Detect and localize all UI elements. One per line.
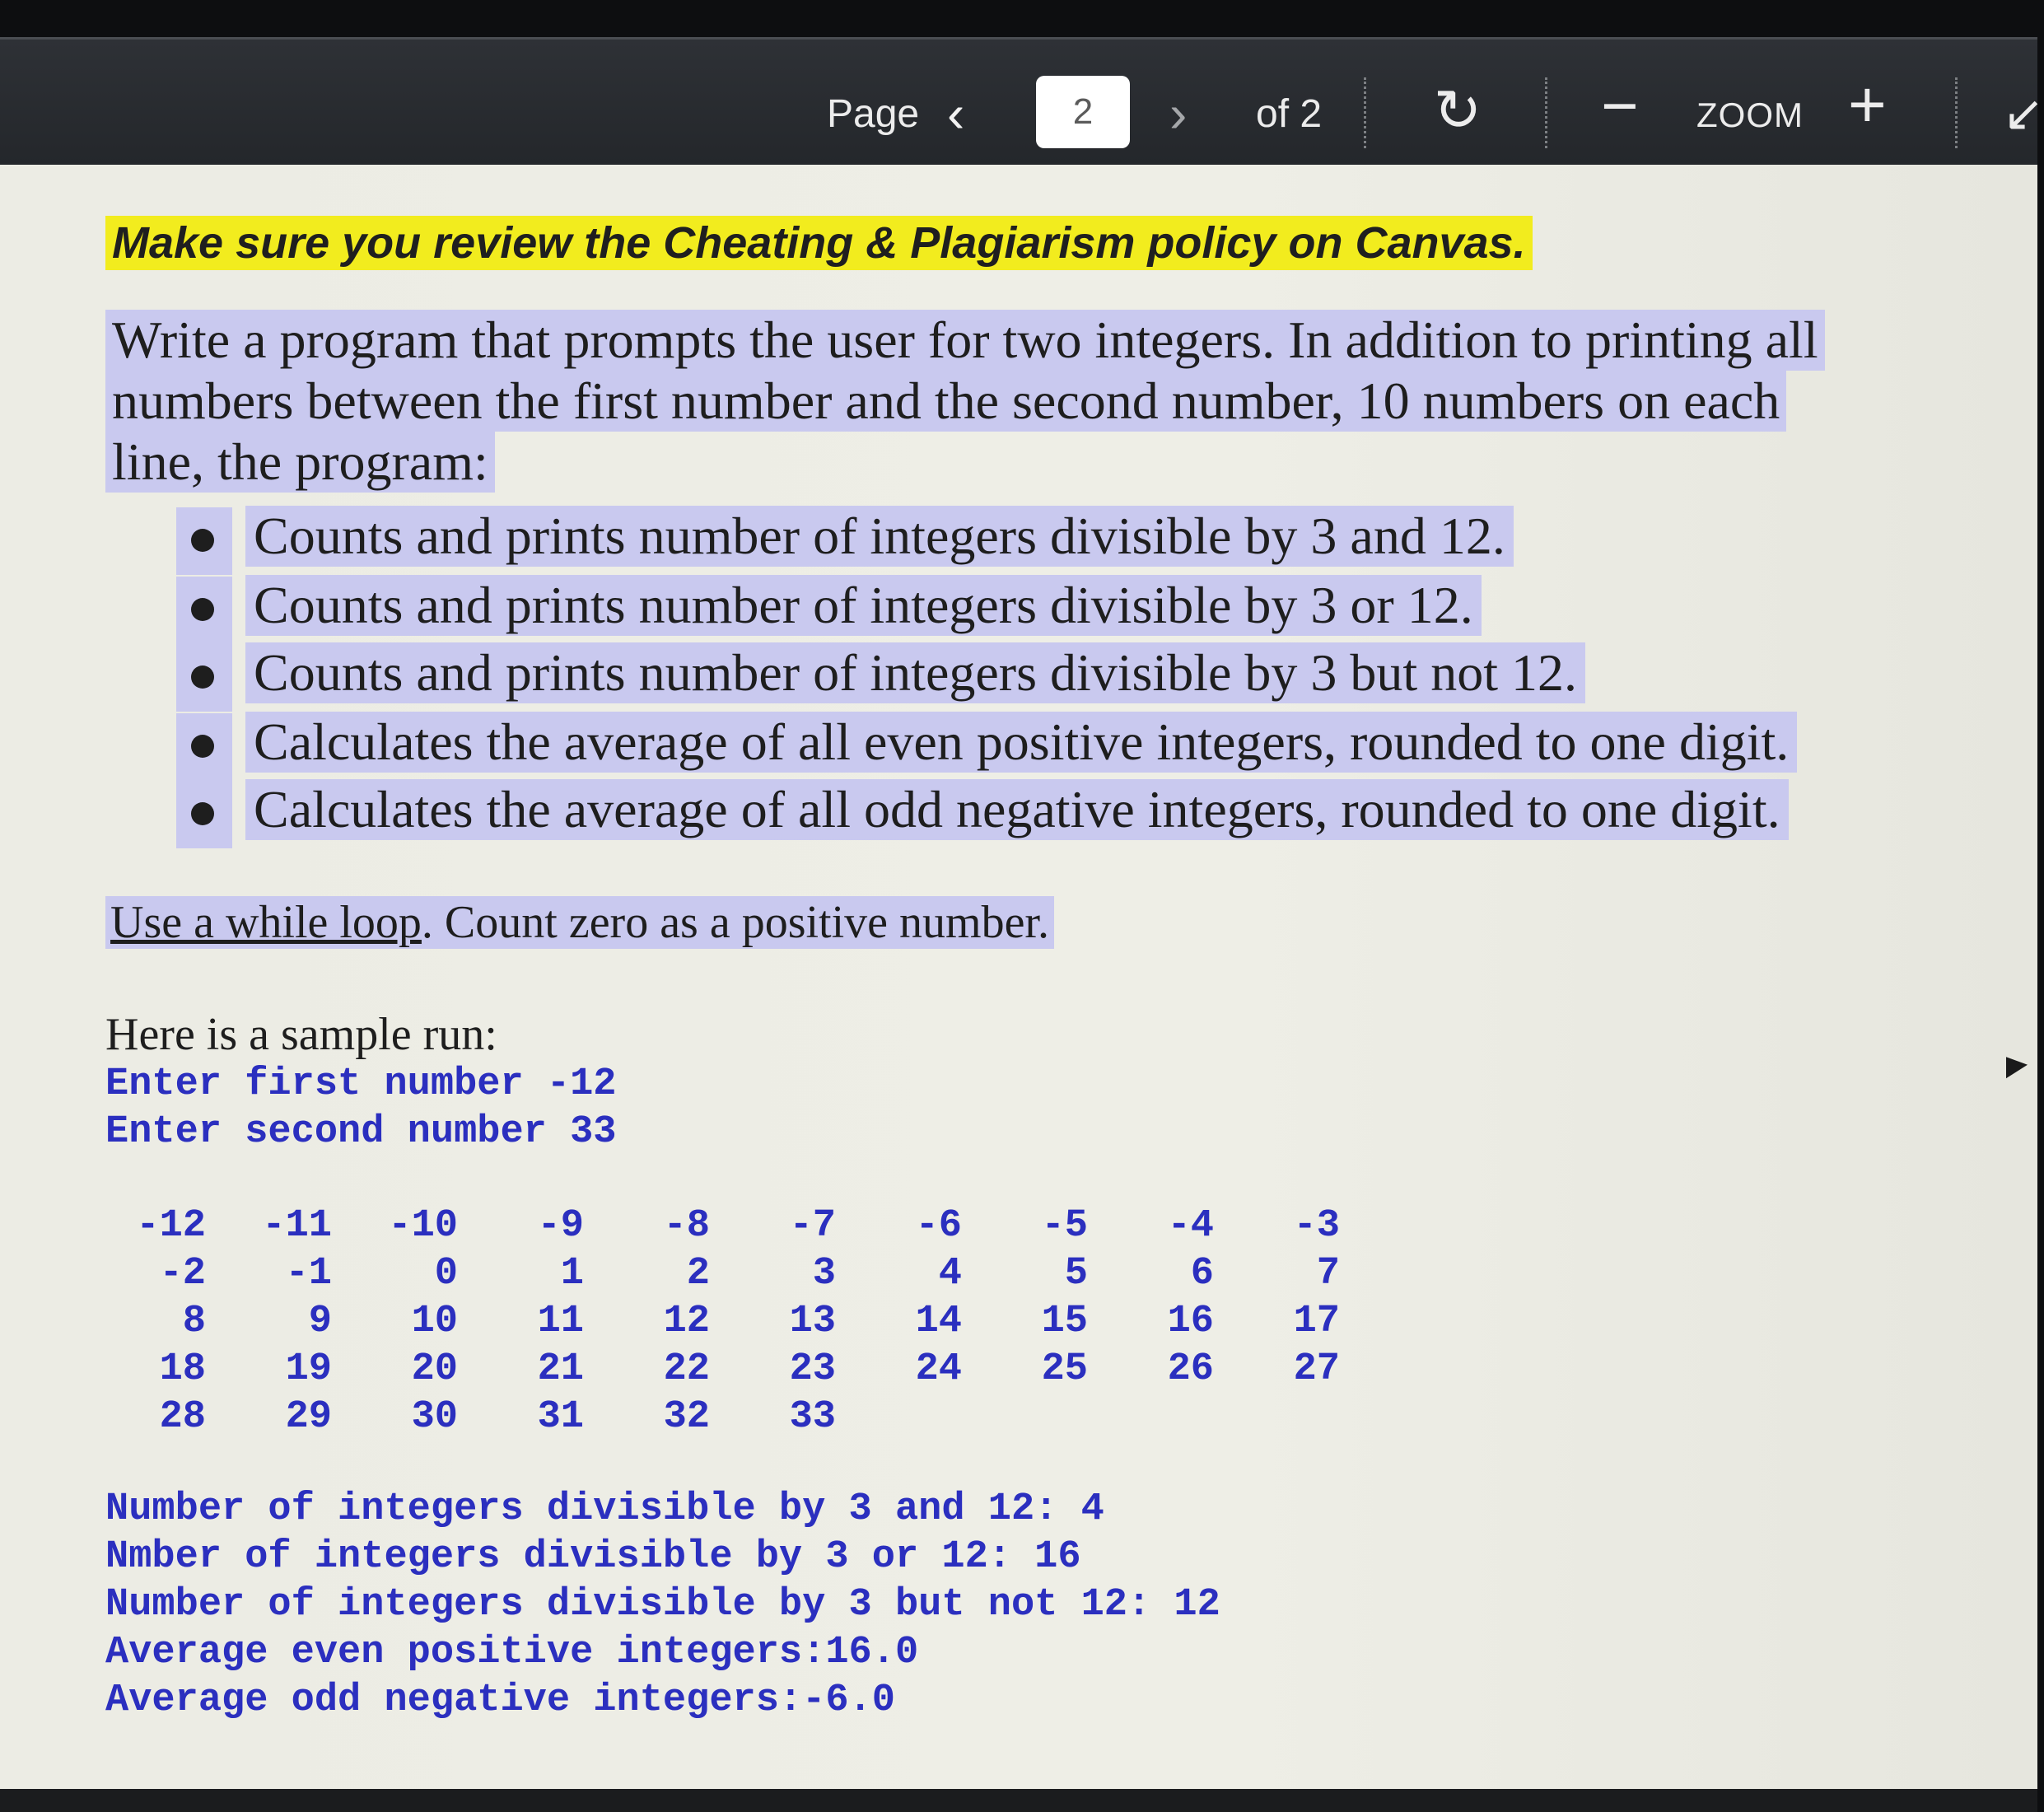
chevron-left-icon: ‹ [947,84,965,143]
number-cell: 5 [1064,1252,1088,1296]
number-cell: 13 [789,1300,836,1343]
number-cell: -3 [1293,1204,1340,1248]
number-cell: 31 [537,1395,584,1439]
bottom-edge [0,1789,2037,1812]
number-cell: 21 [537,1347,584,1391]
sample-prompt-first: Enter first number -12 [105,1062,617,1106]
number-cell: 19 [285,1347,332,1391]
intro-line: numbers between the first number and the second number, 10 numbers on each [105,371,1786,432]
number-cell: 25 [1041,1347,1088,1391]
number-cell: -6 [915,1204,962,1248]
number-cell: 20 [411,1347,458,1391]
number-cell: 18 [159,1347,206,1391]
number-cell: -11 [262,1204,332,1248]
chevron-right-icon: › [1169,84,1188,143]
policy-notice: Make sure you review the Cheating & Plagiarism policy on Canvas. [105,216,1533,270]
result-line: Average odd negative integers:-6.0 [105,1679,895,1722]
minus-icon: − [1601,69,1639,142]
plus-icon: + [1848,68,1887,141]
number-cell: -7 [789,1204,836,1248]
bullet-icon [176,577,232,644]
result-line: Average even positive integers:16.0 [105,1631,919,1674]
number-cell: -2 [159,1252,206,1296]
number-cell: 22 [663,1347,710,1391]
toolbar-divider [1955,77,1958,148]
number-cell: -1 [285,1252,332,1296]
intro-line: Write a program that prompts the user for two integers. In addition to printing all [105,310,1825,371]
requirement-item: Counts and prints number of integers divisible by 3 and 12. [245,506,1514,567]
prev-page-button[interactable] [947,84,965,143]
number-cell: 24 [915,1347,962,1391]
sample-run-intro: Here is a sample run: [105,1009,497,1060]
loop-note [105,896,1054,949]
number-cell: 6 [1190,1252,1214,1296]
number-cell: 28 [159,1395,206,1439]
sample-prompt-second: Enter second number 33 [105,1110,617,1154]
requirement-item: Calculates the average of all even positive integers, rounded to one digit. [245,712,1797,773]
document-page [0,165,2037,1789]
number-cell: -8 [663,1204,710,1248]
number-cell: -9 [537,1204,584,1248]
number-cell: 27 [1293,1347,1340,1391]
page-total: of 2 [1256,92,1323,136]
number-cell: 16 [1167,1300,1214,1343]
number-cell: -10 [388,1204,458,1248]
requirement-item: Counts and prints number of integers divisible by 3 but not 12. [245,642,1585,703]
number-cell: 2 [686,1252,710,1296]
expand-button[interactable] [2003,87,2044,140]
number-cell: -5 [1041,1204,1088,1248]
number-cell: 30 [411,1395,458,1439]
toolbar-divider [1545,77,1547,148]
result-line: Number of integers divisible by 3 but not 12: 12 [105,1583,1220,1627]
refresh-button[interactable] [1426,79,1489,142]
loop-note-rest: . Count zero as a positive number. [421,897,1049,948]
zoom-in-button[interactable] [1848,68,1887,141]
number-cell: -12 [136,1204,206,1248]
page-number-input[interactable] [1036,76,1130,148]
bullet-icon [176,507,232,575]
requirement-item: Calculates the average of all odd negative integers, rounded to one digit. [245,779,1789,840]
number-cell: 33 [789,1395,836,1439]
number-cell: 12 [663,1300,710,1343]
zoom-label: ZOOM [1696,96,1804,134]
number-cell: 10 [411,1300,458,1343]
toolbar-divider [1364,77,1366,148]
intro-line: line, the program: [105,432,495,493]
page-label: Page [827,92,920,136]
bullet-icon [176,644,232,712]
number-cell: 7 [1316,1252,1340,1296]
zoom-out-button[interactable] [1601,69,1639,142]
number-cell: 9 [308,1300,332,1343]
number-cell: 29 [285,1395,332,1439]
number-cell: 3 [812,1252,836,1296]
number-cell: 15 [1041,1300,1088,1343]
number-cell: 8 [182,1300,206,1343]
refresh-icon: ↻ [1433,78,1482,142]
next-page-button[interactable] [1169,84,1188,143]
number-cell: 0 [434,1252,458,1296]
requirement-item: Counts and prints number of integers divisible by 3 or 12. [245,575,1482,636]
number-cell: 17 [1293,1300,1340,1343]
number-cell: 11 [537,1300,584,1343]
bullet-icon [176,781,232,848]
number-cell: 26 [1167,1347,1214,1391]
result-line: Number of integers divisible by 3 and 12: 4 [105,1487,1104,1531]
bullet-icon [176,713,232,781]
loop-note-underlined: Use a while loop [110,897,422,948]
result-line: Nmber of integers divisible by 3 or 12: 16 [105,1535,1081,1579]
pdf-toolbar [0,37,2044,165]
number-cell: 4 [938,1252,962,1296]
expand-arrow-icon: ↙ [2003,86,2044,141]
number-cell: 32 [663,1395,710,1439]
number-cell: 14 [915,1300,962,1343]
number-cell: 23 [789,1347,836,1391]
number-cell: 1 [560,1252,584,1296]
number-cell: -4 [1167,1204,1214,1248]
